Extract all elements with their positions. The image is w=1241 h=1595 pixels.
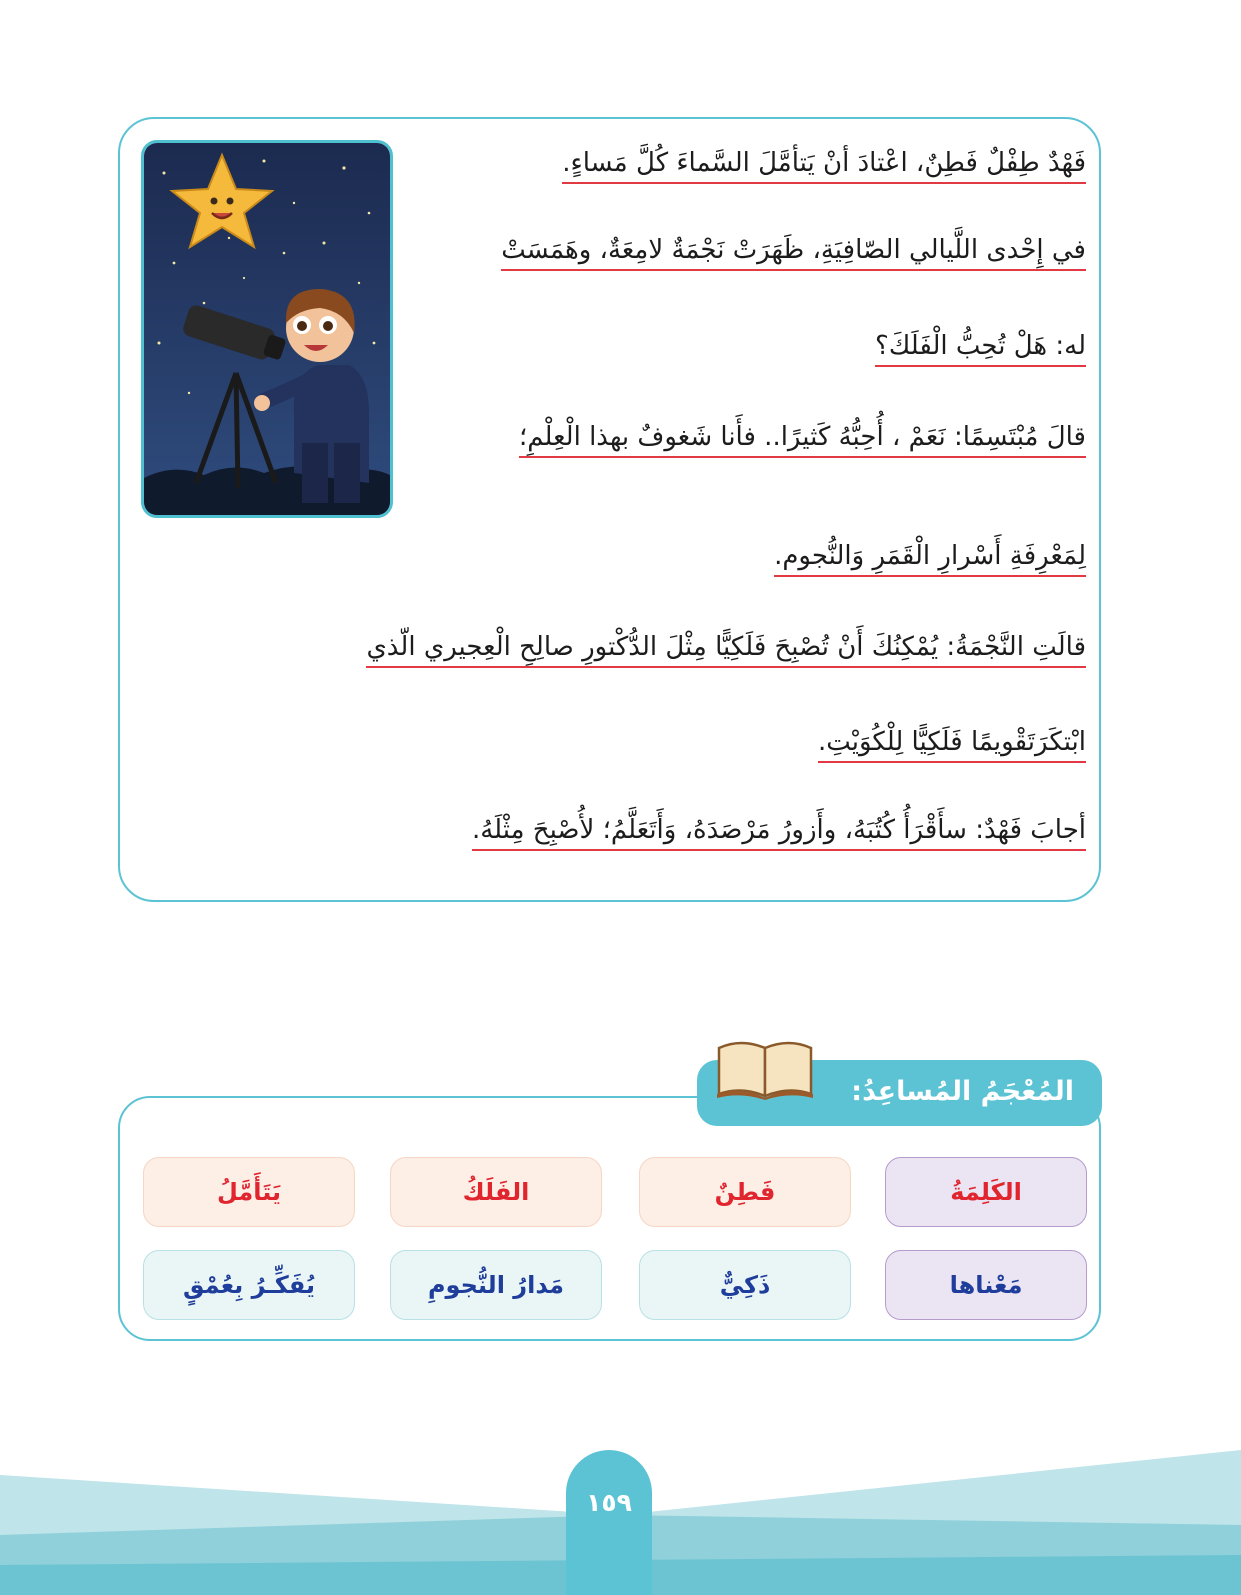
meaning-cell: ذَكِيٌّ bbox=[639, 1250, 851, 1320]
word-cell: فَطِنٌ bbox=[639, 1157, 851, 1227]
story-line-2: في إِحْدى اللَّيالي الصّافِيَةِ، ظَهَرَتْ نَجْمَةٌ لامِعَةٌ، وهَمَسَتْ bbox=[501, 235, 1086, 271]
story-line-5: لِمَعْرِفَةِ أَسْرارِ الْقَمَرِ وَالنُّجوم. bbox=[774, 541, 1086, 577]
dictionary-title: المُعْجَمُ المُساعِدُ: bbox=[851, 1076, 1074, 1107]
word-cell: الفَلَكُ bbox=[390, 1157, 602, 1227]
story-line-1: فَهْدٌ طِفْلٌ فَطِنٌ، اعْتادَ أنْ يَتأمَّلَ السَّماءَ كُلَّ مَساءٍ. bbox=[562, 148, 1086, 184]
page-number-tab bbox=[566, 1450, 652, 1595]
story-line-4: قالَ مُبْتَسِمًا: نَعَمْ ، أُحِبُّهُ كَثيرًا.. فأَنا شَغوفٌ بهذا الْعِلْمِ؛ bbox=[519, 422, 1086, 458]
boy-telescope-illustration bbox=[141, 140, 393, 518]
meaning-cell: يُفَكِّـرُ بِعُمْقٍ bbox=[143, 1250, 355, 1320]
meaning-cell: مَدارُ النُّجومِ bbox=[390, 1250, 602, 1320]
story-line-3: له: هَلْ تُحِبُّ الْفَلَكَ؟ bbox=[875, 331, 1086, 367]
story-line-7: ابْتكَرَتَقْويمًا فَلَكِيًّا لِلْكُوَيْتِ. bbox=[818, 727, 1086, 763]
page-number: ١٥٩ bbox=[586, 1488, 632, 1517]
story-line-6: قالَتِ النَّجْمَةُ: يُمْكِنُكَ أَنْ تُصْبِحَ فَلَكِيًّا مِثْلَ الدُّكْتورِ صالِحِ الْعِجيري الّذي bbox=[366, 632, 1086, 668]
word-cell: يَتَأَمَّلُ bbox=[143, 1157, 355, 1227]
open-book-icon bbox=[715, 1036, 815, 1100]
story-line-8: أجابَ فَهْدٌ: سأَقْرَأُ كُتُبَهُ، وأَزورُ مَرْصَدَهُ، وَأَتَعَلَّمُ؛ لأُصْبِحَ مِثْلَهُ. bbox=[472, 815, 1086, 851]
word-header-cell: الكَلِمَةُ bbox=[885, 1157, 1087, 1227]
meaning-header-cell: مَعْناها bbox=[885, 1250, 1087, 1320]
